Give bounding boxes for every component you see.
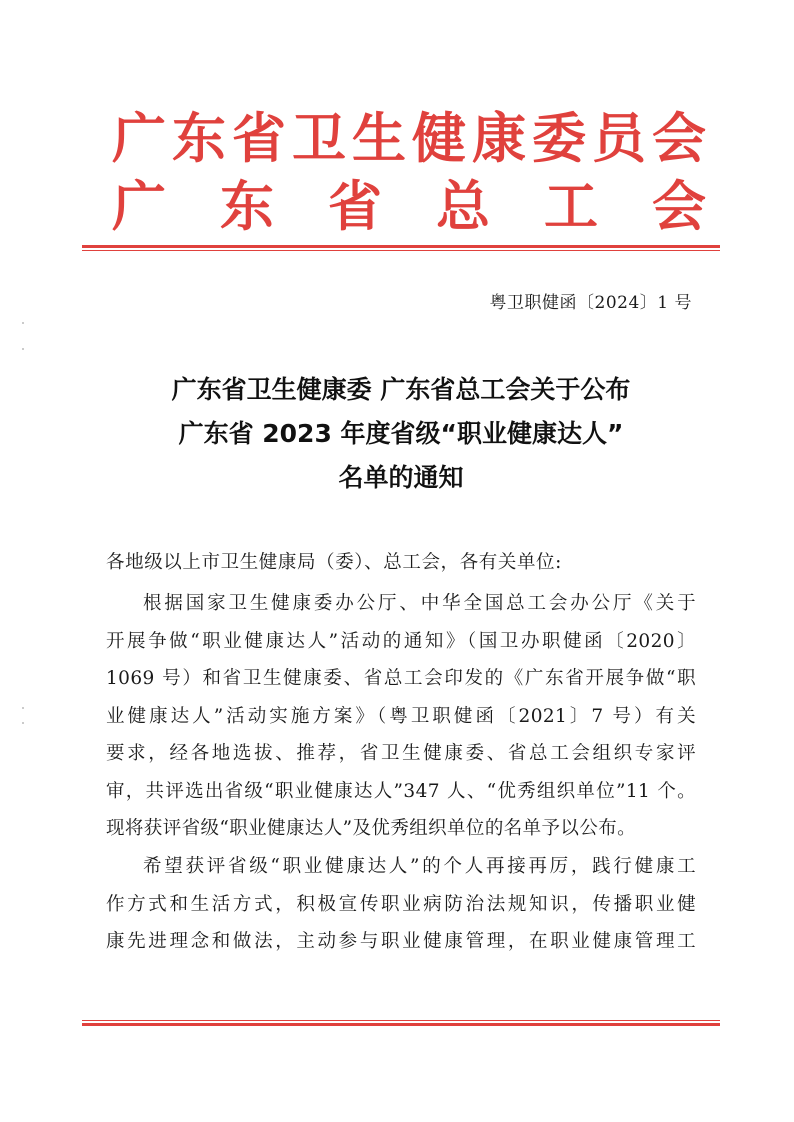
body-line: 希望获评省级“职业健康达人”的个人再接再厉，践行健康工 [143,856,696,877]
body-line: 业健康达人”活动实施方案》（粤卫职健函〔2021〕7 号）有关 [106,705,696,727]
body-line: 根据国家卫生健康委办公厅、中华全国总工会办公厅《关于 [143,593,696,614]
letterhead-char: 省 [232,106,286,170]
letterhead-char: 东 [220,174,274,238]
letterhead-char: 会 [652,106,706,170]
scan-speck [22,322,24,324]
body-line: 开展争做“职业健康达人”活动的通知》（国卫办职健函〔2020〕 [106,630,696,652]
letterhead-char: 员 [592,106,646,170]
title-line-1: 广东省卫生健康委 广东省总工会关于公布 [171,375,631,404]
letterhead-char: 广 [112,106,166,170]
letterhead-char: 东 [172,106,226,170]
body-line: 康先进理念和做法，主动参与职业健康管理，在职业健康管理工 [106,931,696,952]
letterhead-char: 健 [412,106,466,170]
letterhead-char: 生 [352,106,406,170]
letterhead-char: 康 [472,106,526,170]
letterhead-line-health-commission [112,108,706,168]
body-line: 作方式和生活方式，积极宣传职业病防治法规知识，传播职业健 [106,893,696,915]
scan-speck [22,348,24,350]
letterhead-line-trade-union [112,176,706,236]
letterhead-char: 省 [328,174,382,238]
salutation: 各地级以上市卫生健康局（委）、总工会，各有关单位: [106,552,562,573]
body-line: 1069 号）和省卫生健康委、省总工会印发的《广东省开展争做“职 [106,668,696,689]
letterhead-char: 广 [112,174,166,238]
letterhead-char: 会 [652,174,706,238]
document-title [80,368,722,500]
scan-speck [22,722,24,724]
title-line-2: 广东省 2023 年度省级“职业健康达人” [178,419,624,448]
body-line: 要求，经各地选拔、推荐，省卫生健康委、省总工会组织专家评 [106,743,696,764]
body-paragraph-2 [106,848,696,961]
body-paragraph-1 [106,585,696,848]
letterhead-char: 委 [532,106,586,170]
scan-speck [22,707,24,709]
letterhead-divider [82,245,720,251]
letterhead-char: 总 [436,174,490,238]
letterhead-char: 卫 [292,106,346,170]
body-line: 现将获评省级“职业健康达人”及优秀组织单位的名单予以公布。 [106,818,637,839]
document-number: 粤卫职健函〔2024〕1 号 [489,293,692,313]
title-line-3: 名单的通知 [338,463,464,492]
body-line: 审，共评选出省级“职业健康达人”347 人、“优秀组织单位”11 个。 [106,780,696,802]
footer-divider [82,1020,720,1026]
letterhead-char: 工 [544,174,598,238]
